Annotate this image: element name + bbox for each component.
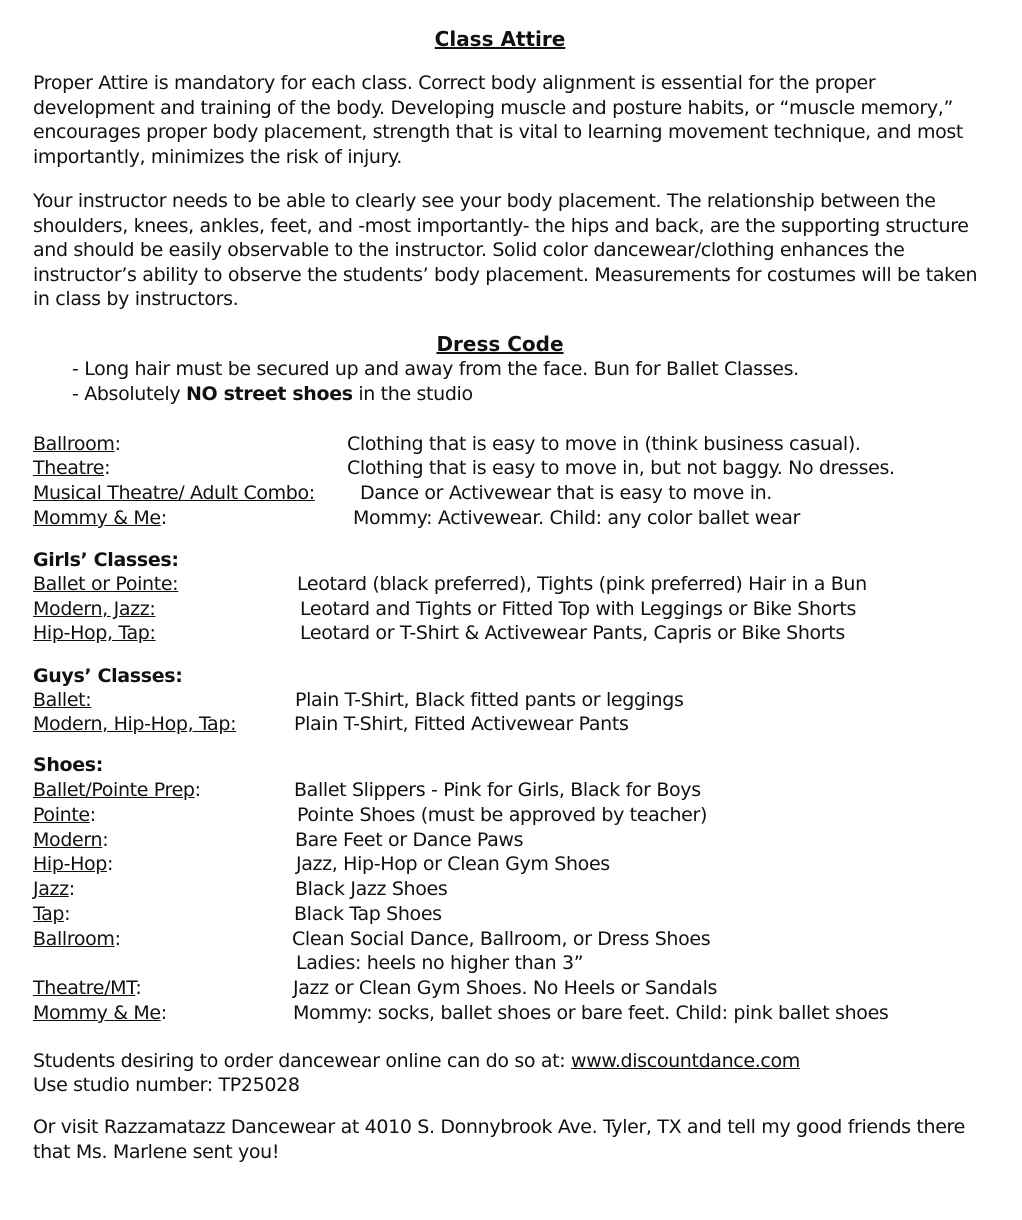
shoes-label-theatre-mt bbox=[33, 976, 141, 1000]
guys-label-ballet bbox=[33, 688, 91, 712]
shoes-label-tap bbox=[33, 902, 70, 926]
girls-label-modern-jazz bbox=[33, 597, 155, 621]
dress-code-heading: Dress Code bbox=[436, 332, 564, 356]
intro-paragraph-1: Proper Attire is mandatory for each class. Correct body alignment is essential for the proper development and training of the body. Developing muscle and posture habits, or “muscle memory,” encourages proper body placement, strength that is vital to learning movement technique, and most importantly, minimizes the risk of injury. bbox=[33, 72, 964, 168]
girls-classes-heading: Girls’ Classes: bbox=[33, 549, 179, 571]
shoes-value-jazz: Black Jazz Shoes bbox=[295, 878, 448, 900]
label-text: Hip-Hop, Tap: bbox=[33, 622, 156, 644]
shoes-value-ballroom: Clean Social Dance, Ballroom, or Dress Shoes bbox=[292, 928, 711, 950]
shoes-value-modern: Bare Feet or Dance Paws bbox=[295, 829, 524, 851]
studio-number: Use studio number: TP25028 bbox=[33, 1074, 300, 1096]
bullet-text-bold: NO street shoes bbox=[185, 383, 353, 405]
label-suffix: : bbox=[135, 977, 142, 999]
dress-code-bullet-hair: - Long hair must be secured up and away from the face. Bun for Ballet Classes. bbox=[72, 358, 799, 380]
label-text: Ballroom bbox=[33, 433, 115, 455]
general-value-ballroom: Clothing that is easy to move in (think business casual). bbox=[347, 433, 861, 455]
label-text: Modern bbox=[33, 829, 103, 851]
general-label-theatre bbox=[33, 456, 110, 480]
label-suffix: : bbox=[104, 457, 111, 479]
label-text: Mommy & Me bbox=[33, 507, 161, 529]
girls-label-ballet bbox=[33, 572, 178, 596]
shoes-value-ballet-prep: Ballet Slippers - Pink for Girls, Black for Boys bbox=[294, 779, 701, 801]
general-label-ballroom bbox=[33, 432, 121, 456]
label-text: Ballroom bbox=[33, 928, 115, 950]
general-value-theatre: Clothing that is easy to move in, but not baggy. No dresses. bbox=[347, 457, 895, 479]
dress-code-bullet-shoes bbox=[72, 382, 473, 406]
visit-store-paragraph: Or visit Razzamatazz Dancewear at 4010 S. Donnybrook Ave. Tyler, TX and tell my good friends there that Ms. Marlene sent you! bbox=[33, 1116, 965, 1163]
label-suffix: : bbox=[160, 507, 167, 529]
label-suffix: : bbox=[114, 928, 121, 950]
bullet-text-post: in the studio bbox=[352, 383, 473, 405]
shoes-label-modern bbox=[33, 828, 108, 852]
shoes-label-ballet-prep bbox=[33, 778, 201, 802]
label-text: Theatre/MT bbox=[33, 977, 136, 999]
order-online-line bbox=[33, 1049, 800, 1073]
shoes-label-mommy-me bbox=[33, 1001, 167, 1025]
label-text: Hip-Hop bbox=[33, 853, 108, 875]
label-text: Ballet/Pointe Prep bbox=[33, 779, 195, 801]
page-title: Class Attire bbox=[434, 27, 566, 51]
label-suffix: : bbox=[68, 878, 75, 900]
label-text: Musical Theatre/ Adult Combo: bbox=[33, 482, 315, 504]
shoes-value-theatre-mt: Jazz or Clean Gym Shoes. No Heels or Sandals bbox=[293, 977, 718, 999]
shoes-value-pointe: Pointe Shoes (must be approved by teacher) bbox=[297, 804, 708, 826]
label-text: Modern, Jazz: bbox=[33, 598, 156, 620]
label-text: Jazz bbox=[33, 878, 69, 900]
girls-value-ballet: Leotard (black preferred), Tights (pink preferred) Hair in a Bun bbox=[297, 573, 867, 595]
general-value-musical-theatre: Dance or Activewear that is easy to move in. bbox=[360, 482, 772, 504]
guys-classes-heading: Guys’ Classes: bbox=[33, 665, 183, 687]
label-suffix: : bbox=[114, 433, 121, 455]
shoes-label-jazz bbox=[33, 877, 75, 901]
label-suffix: : bbox=[160, 1002, 167, 1024]
label-suffix: : bbox=[89, 804, 96, 826]
label-text: Modern, Hip-Hop, Tap: bbox=[33, 713, 237, 735]
shoes-label-ballroom bbox=[33, 927, 121, 951]
shoes-label-pointe bbox=[33, 803, 96, 827]
label-text: Ballet or Pointe: bbox=[33, 573, 179, 595]
label-text: Mommy & Me bbox=[33, 1002, 161, 1024]
girls-value-hiphop-tap: Leotard or T-Shirt & Activewear Pants, Capris or Bike Shorts bbox=[300, 622, 845, 644]
label-text: Theatre bbox=[33, 457, 105, 479]
shoes-ballroom-note: Ladies: heels no higher than 3” bbox=[296, 952, 584, 974]
shoes-value-tap: Black Tap Shoes bbox=[294, 903, 442, 925]
general-label-mommy-me bbox=[33, 506, 167, 530]
label-suffix: : bbox=[194, 779, 201, 801]
general-value-mommy-me: Mommy: Activewear. Child: any color ballet wear bbox=[353, 507, 800, 529]
order-online-text: Students desiring to order dancewear online can do so at: bbox=[33, 1050, 572, 1072]
label-text: Tap bbox=[33, 903, 65, 925]
shoes-heading: Shoes: bbox=[33, 754, 103, 776]
discountdance-link[interactable]: www.discountdance.com bbox=[571, 1050, 800, 1072]
guys-label-modern-hiphop-tap bbox=[33, 712, 236, 736]
shoes-label-hiphop bbox=[33, 852, 113, 876]
guys-value-ballet: Plain T-Shirt, Black fitted pants or leggings bbox=[295, 689, 684, 711]
guys-value-modern-hiphop-tap: Plain T-Shirt, Fitted Activewear Pants bbox=[294, 713, 629, 735]
shoes-value-hiphop: Jazz, Hip-Hop or Clean Gym Shoes bbox=[296, 853, 610, 875]
intro-paragraph-2: Your instructor needs to be able to clearly see your body placement. The relationship between the shoulders, knees, ankles, feet, and -most importantly- the hips and back, are the supporting structure and should be easily observable to the instructor. Solid color dancewear/clothing enhances the instructor’s ability to observe the students’ body placement. Measurements for costumes will be taken in class by instructors. bbox=[33, 190, 978, 311]
label-text: Ballet: bbox=[33, 689, 92, 711]
girls-value-modern-jazz: Leotard and Tights or Fitted Top with Leggings or Bike Shorts bbox=[300, 598, 857, 620]
bullet-text-pre: - Absolutely bbox=[72, 383, 186, 405]
girls-label-hiphop-tap bbox=[33, 621, 156, 645]
label-suffix: : bbox=[102, 829, 109, 851]
label-text: Pointe bbox=[33, 804, 90, 826]
label-suffix: : bbox=[107, 853, 114, 875]
general-label-musical-theatre bbox=[33, 481, 315, 505]
shoes-value-mommy-me: Mommy: socks, ballet shoes or bare feet. Child: pink ballet shoes bbox=[293, 1002, 889, 1024]
label-suffix: : bbox=[64, 903, 71, 925]
